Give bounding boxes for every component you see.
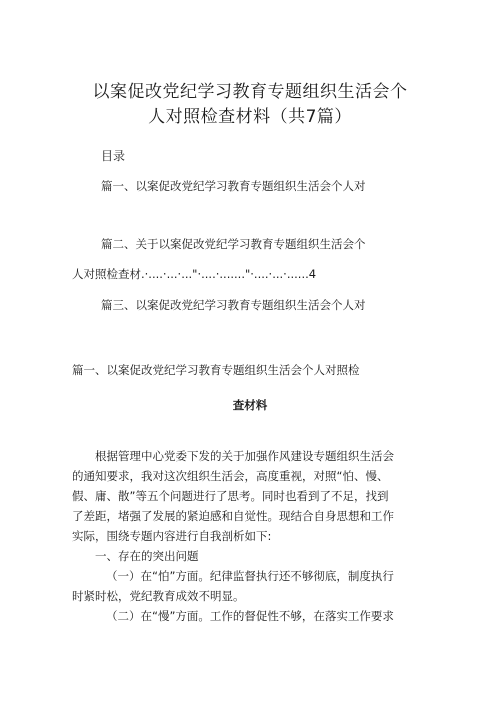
body-line: 根据管理中心党委下发的关于加强作风建设专题组织生活会 bbox=[95, 449, 394, 463]
section-subheading: 查材料 bbox=[232, 398, 268, 412]
toc-entry-2-continuation[interactable]: 人对照检查材.·....·...·..."·....·......."·....·...·......4 bbox=[72, 267, 317, 281]
body-line: （一）在“怕”方面。纪律监督执行还不够彻底，制度执行 bbox=[106, 569, 394, 583]
toc-entry-3[interactable]: 篇三、以案促改党纪学习教育专题组织生活会个人对 bbox=[101, 298, 366, 312]
body-heading: 一、存在的突出问题 bbox=[95, 549, 199, 563]
toc-entry-2[interactable]: 篇二、关于以案促改党纪学习教育专题组织生活会个 bbox=[101, 237, 366, 251]
toc-heading: 目录 bbox=[101, 149, 126, 163]
body-line: 了差距，堵强了发展的紧迫感和自觉性。现结合自身思想和工作 bbox=[72, 509, 394, 523]
toc-entry-1[interactable]: 篇一、以案促改党纪学习教育专题组织生活会个人对 bbox=[101, 179, 366, 193]
body-line: 假、庸、散”等五个问题进行了思考。同时也看到了不足，找到 bbox=[72, 489, 389, 503]
body-line: 时紧时松，党纪教育成效不明显。 bbox=[72, 589, 245, 603]
title-line-1: 以案促改党纪学习教育专题组织生活会个 bbox=[92, 82, 408, 102]
body-line: 的通知要求，我对这次组织生活会，高度重视，对照“怕、慢、 bbox=[72, 469, 389, 483]
document-title bbox=[40, 80, 460, 130]
body-line: （二）在“慢”方面。工作的督促性不够，在落实工作要求 bbox=[106, 609, 394, 623]
section-heading: 篇一、以案促改党纪学习教育专题组织生活会个人对照检 bbox=[72, 363, 360, 377]
title-line-2: 人对照检查材料（共7篇） bbox=[148, 107, 352, 127]
body-text bbox=[72, 446, 432, 626]
body-line: 实际，围绕专题内容进行自我剖析如下: bbox=[72, 529, 272, 543]
